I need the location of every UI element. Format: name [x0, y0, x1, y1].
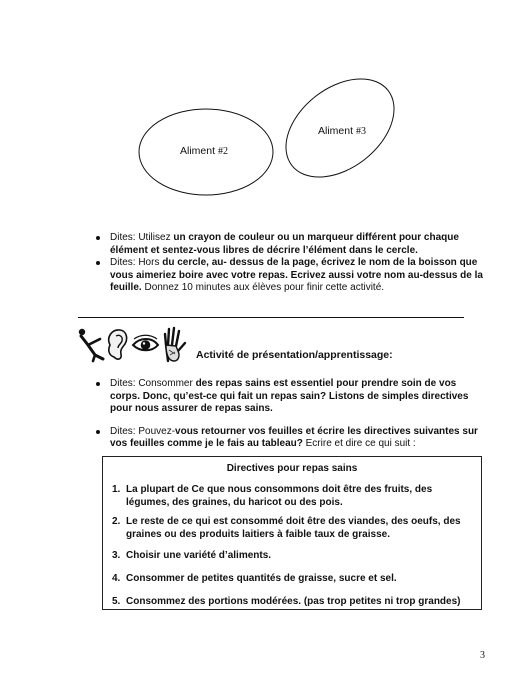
guideline-text: Choisir une variété d’aliments.: [126, 550, 272, 561]
guideline-number: 2.: [112, 516, 121, 527]
presentation-list: [96, 378, 486, 451]
ellipse-label-aliment-3: [318, 125, 366, 137]
presentation-text: Dites: Consommer: [110, 378, 196, 389]
hand-icon: [165, 328, 185, 361]
stretching-person-icon: [79, 329, 103, 361]
ellipse-label-text: Aliment: [318, 125, 354, 137]
ellipse-label-text: Aliment: [180, 145, 216, 157]
ellipse-label-number: #3: [355, 126, 366, 137]
guideline-item: [112, 596, 478, 609]
guideline-text: Le reste de ce qui est consommé doit être des viandes, des oeufs, des: [126, 516, 461, 527]
presentation-text: Ecrire et dire ce qui suit :: [302, 438, 416, 449]
instruction-text: Dites: Utilisez: [110, 232, 174, 243]
ear-icon: [109, 330, 127, 359]
presentation-item: [96, 426, 486, 451]
instruction-bold-text: un crayon de couleur ou un marqueur différent pour chaque élément et sentez-vous libres de décrire l’élément dans le cercle.: [110, 232, 459, 256]
guideline-item: [112, 573, 478, 586]
presentation-text: Dites: Pouvez-: [110, 425, 176, 437]
guideline-item: [112, 516, 478, 541]
ellipse-label-aliment-2: [180, 145, 228, 157]
instruction-bold-text: du cercle, au- dessus de la page, écrivez le nom de la boisson que vous aimeriez boire avec votre repas. Ecrivez aussi votre nom au-dessus de la feuille.: [110, 257, 483, 293]
guideline-number: 4.: [112, 573, 121, 584]
ellipse-label-number: #2: [217, 146, 228, 157]
presentation-bold-text: des repas sains est essentiel pour prendre soin de vos corps. Donc, qu’est-ce qui fait un repas sain? Listons de simples directives pour nous assurer de repas sains.: [110, 378, 469, 414]
eye-icon: [133, 335, 158, 350]
guideline-text-continued: graines ou des produits laitiers à faible taux de graisse.: [126, 528, 390, 540]
guideline-number: 3.: [112, 550, 121, 561]
instruction-list: [96, 232, 486, 295]
guideline-item: [112, 550, 478, 563]
section-divider: [78, 317, 464, 318]
presentation-bold-text: vous retourner vos feuilles et écrire les directives suivantes sur vos feuilles comme je le fais au tableau?: [110, 425, 478, 449]
guideline-text-continued: légumes, des graines, du haricot ou des pois.: [126, 496, 343, 508]
activity-icons: [78, 323, 190, 363]
instruction-text: Donnez 10 minutes aux élèves pour finir cette activité.: [141, 282, 385, 293]
activity-section-title: Activité de présentation/apprentissage:: [196, 349, 393, 361]
instruction-item: [96, 257, 486, 295]
guidelines-title: Directives pour repas sains: [226, 463, 358, 474]
food-ellipses-diagram: [0, 0, 532, 220]
guideline-text: La plupart de Ce que nous consommons doit être des fruits, des: [126, 484, 433, 495]
guideline-text: Consommer de petites quantités de graisse, sucre et sel.: [126, 573, 397, 584]
instruction-text: Dites: Hors: [110, 257, 163, 268]
presentation-item: [96, 378, 486, 416]
guidelines-box: [102, 456, 482, 610]
guideline-number: 5.: [112, 596, 121, 607]
instruction-item: [96, 232, 486, 257]
guideline-number: 1.: [112, 484, 121, 495]
guideline-item: [112, 484, 478, 509]
page-number: 3: [480, 650, 485, 661]
guideline-text: Consommez des portions modérées. (pas trop petites ni trop grandes): [126, 596, 461, 607]
